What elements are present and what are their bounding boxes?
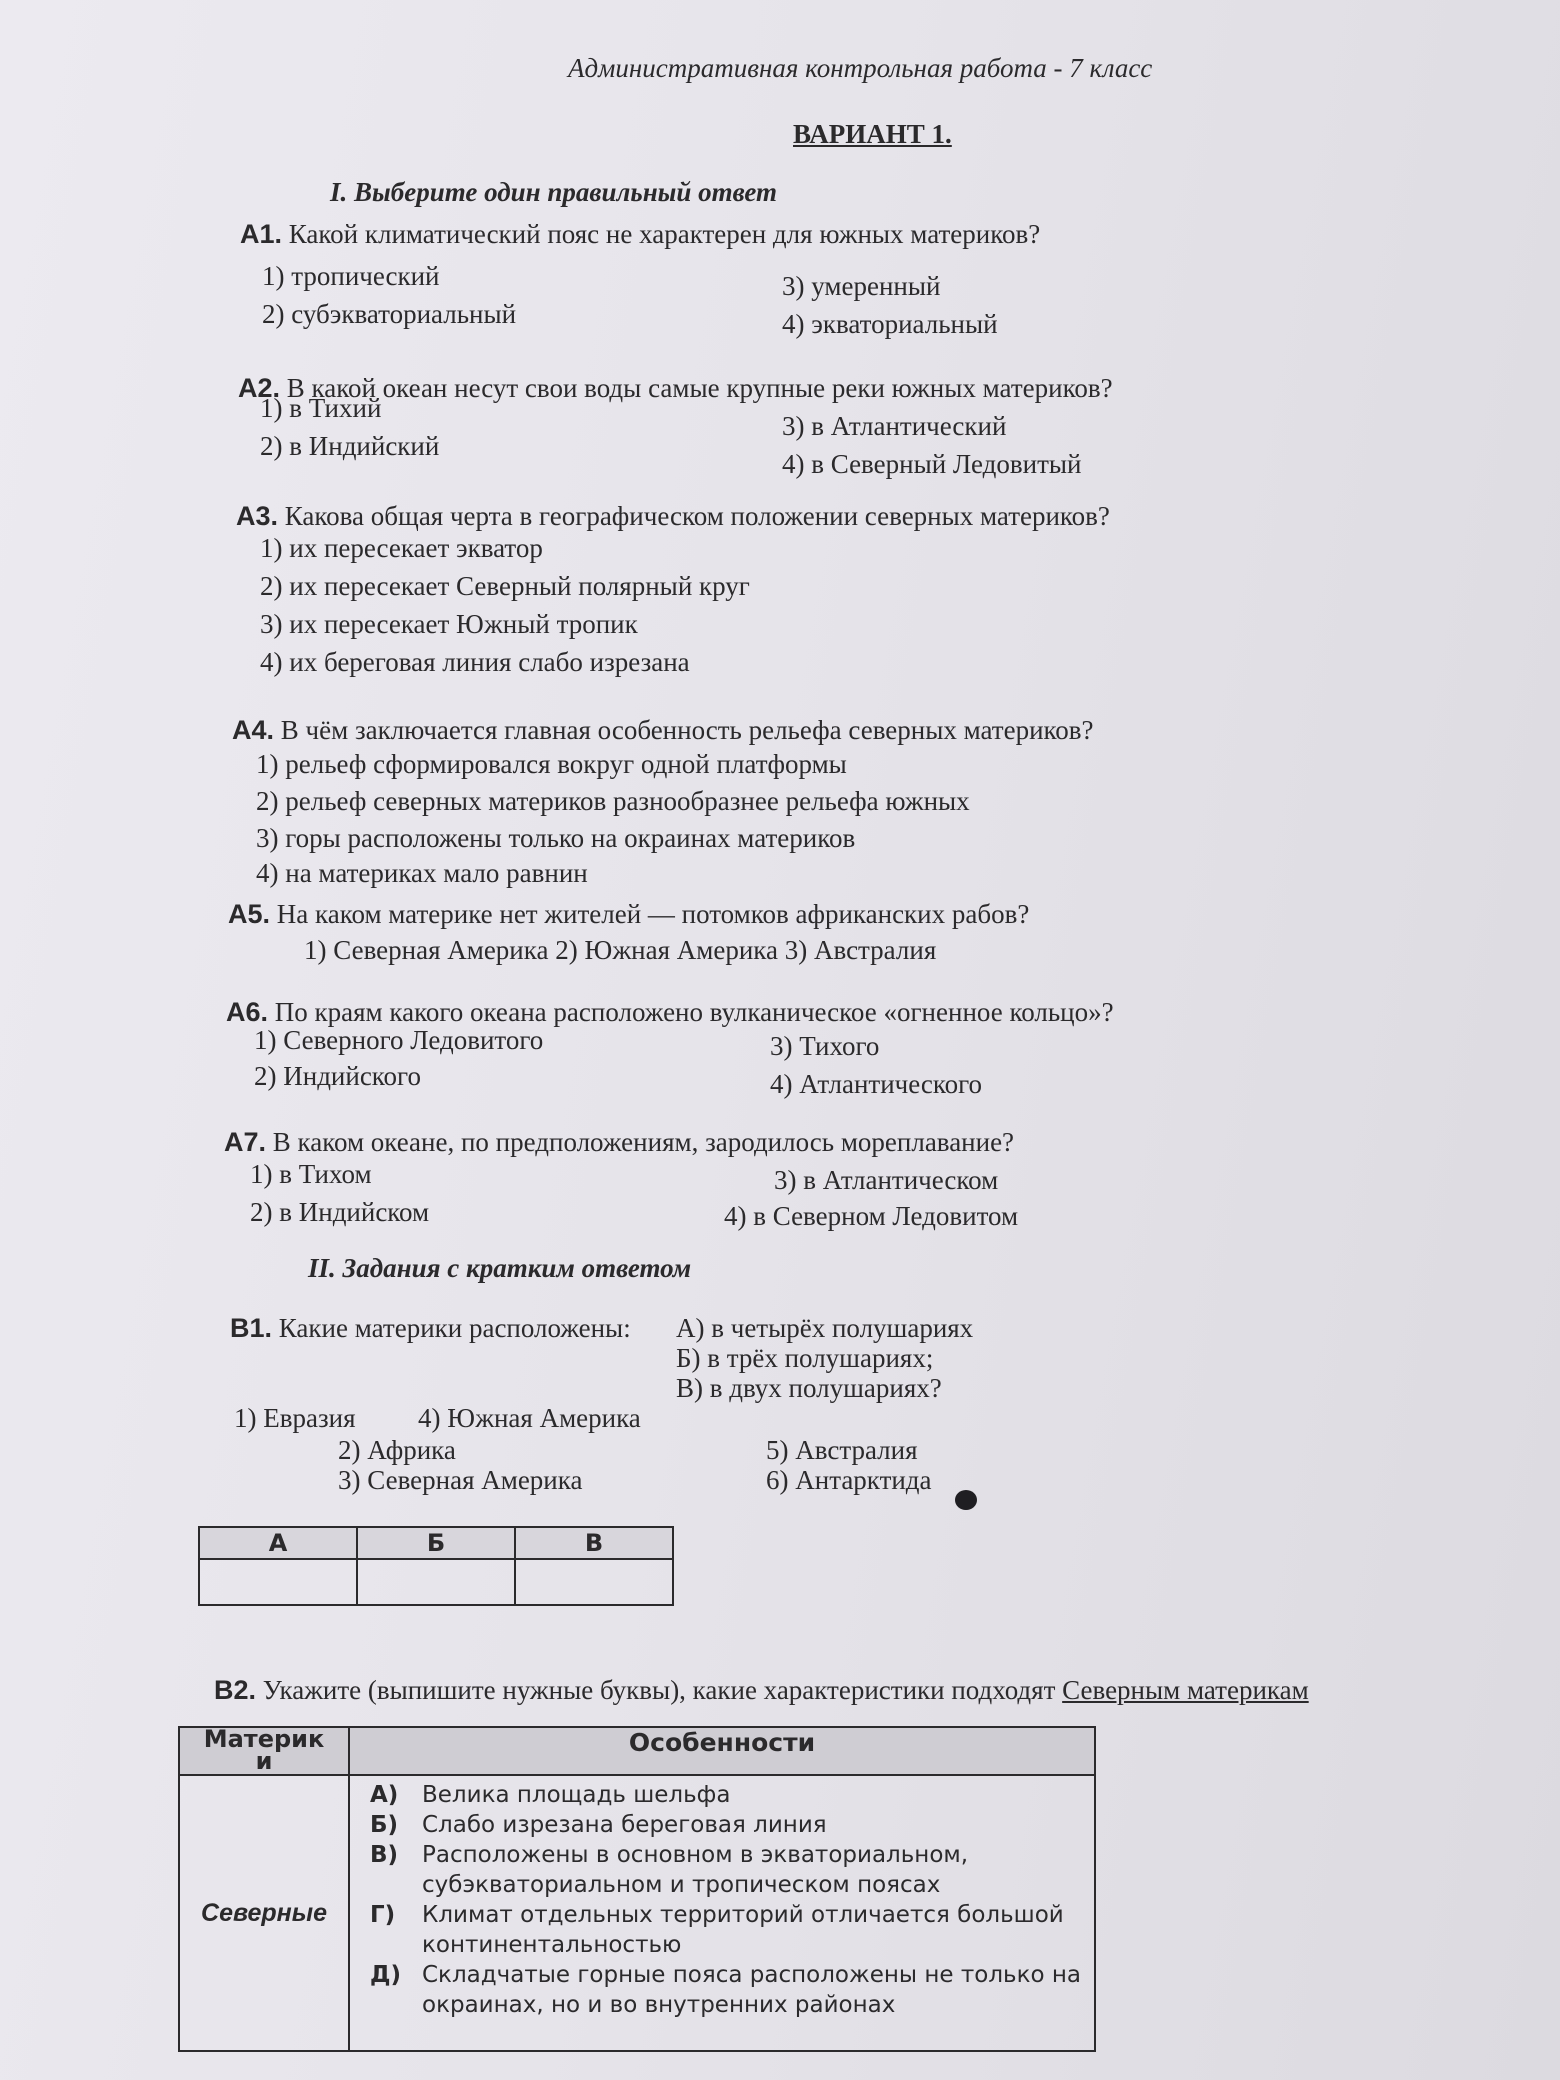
feature-text: Расположены в основном в экваториальном, субэкваториальном и тропическом поясах [422,1842,969,1898]
b1-part: В) в двух полушариях? [676,1373,942,1403]
question-text: В каком океане, по предположениям, зародилось мореплавание? [272,1127,1015,1157]
option: 3) их пересекает Южный тропик [260,609,638,639]
question-b2 [214,1674,1309,1706]
option: 4) экваториальный [782,309,998,339]
b1-option: 2) Африка [338,1435,456,1465]
question-b1 [230,1312,631,1344]
feature-text: Складчатые горные пояса расположены не только на окраинах, но и во внутренних районах [422,1962,1081,2018]
question-number: А2. [238,373,281,403]
section-1-title: I. Выберите один правильный ответ [330,177,778,207]
feature-text: Климат отдельных территорий отличается большой континентальностью [422,1902,1064,1958]
feature-item [370,1810,1088,1840]
question-a1 [240,218,1040,250]
question-number: А5. [228,899,271,929]
b2-features-table [178,1726,1096,2052]
b1-option: 5) Австралия [766,1435,918,1465]
option: 2) в Индийском [250,1197,430,1227]
feature-item [370,1960,1088,2020]
option: 3) в Атлантический [782,411,1007,441]
column-header-features: Особенности [349,1727,1095,1775]
question-a3 [236,500,1110,532]
feature-letter: В) [370,1842,399,1868]
question-a7 [224,1126,1014,1158]
answer-cell-b[interactable] [357,1559,515,1605]
option: 1) в Тихом [250,1159,372,1189]
option: 1) в Тихий [260,393,382,423]
question-number: А6. [226,997,269,1027]
question-text-underlined: Северным материкам [1062,1675,1309,1705]
option: 1) тропический [262,261,440,291]
option: 4) Атлантического [770,1069,983,1099]
b1-answer-table [198,1526,674,1606]
option: 3) умеренный [782,271,941,301]
feature-item [370,1900,1088,1960]
question-number: А3. [236,501,279,531]
page-header: Административная контрольная работа - 7 класс [568,53,1153,83]
option: 1) их пересекает экватор [260,533,543,563]
feature-text: Велика площадь шельфа [422,1782,731,1808]
features-list [349,1775,1095,2051]
question-number: В2. [214,1675,257,1705]
option: 1) Северная Америка 2) Южная Америка 3) Австралия [304,935,937,965]
feature-item [370,1840,1088,1900]
option: 4) в Северный Ледовитый [782,449,1082,479]
option: 1) рельеф сформировался вокруг одной платформы [256,749,847,779]
option: 3) Тихого [770,1031,880,1061]
b1-option: 1) Евразия [234,1403,356,1433]
feature-letter: А) [370,1782,399,1808]
feature-text: Слабо изрезана береговая линия [422,1812,827,1838]
variant-title: ВАРИАНТ 1. [793,119,952,149]
question-text: Какие материки расположены: [278,1313,631,1343]
question-number: А4. [232,715,275,745]
option: 2) в Индийский [260,431,440,461]
option: 2) их пересекает Северный полярный круг [260,571,750,601]
question-text: На каком материке нет жителей — потомков африканских рабов? [276,899,1030,929]
option: 2) рельеф северных материков разнообразнее рельефа южных [256,786,970,816]
answer-header-v: В [515,1527,673,1559]
question-text: По краям какого океана расположено вулканическое «огненное кольцо»? [274,997,1114,1027]
b1-option: 4) Южная Америка [418,1403,641,1433]
b1-part: Б) в трёх полушариях; [676,1343,934,1373]
question-text: Какой климатический пояс не характерен для южных материков? [288,219,1041,249]
answer-header-a: А [199,1527,357,1559]
question-text: Какова общая черта в географическом положении северных материков? [284,501,1110,531]
feature-letter: Б) [370,1812,399,1838]
option: 1) Северного Ледовитого [254,1025,544,1055]
b1-option: 6) Антарктида [766,1465,932,1495]
option: 2) субэкваториальный [262,299,517,329]
section-2-title: II. Задания с кратким ответом [308,1253,692,1283]
answer-header-b: Б [357,1527,515,1559]
feature-letter: Д) [370,1962,401,1988]
ink-blot [955,1490,977,1510]
question-number: А1. [240,219,283,249]
question-text: В чём заключается главная особенность рельефа северных материков? [280,715,1094,745]
option: 4) на материках мало равнин [256,858,588,888]
option: 2) Индийского [254,1061,421,1091]
question-a5 [228,898,1029,930]
row-label-northern: Северные [179,1775,349,2051]
column-header-materiki: Материк и [179,1727,349,1775]
question-a4 [232,714,1094,746]
option: 3) горы расположены только на окраинах материков [256,823,856,853]
option: 3) в Атлантическом [774,1165,999,1195]
question-text: Укажите (выпишите нужные буквы), какие характеристики подходят [262,1675,1056,1705]
question-text: В какой океан несут свои воды самые крупные реки южных материков? [286,373,1113,403]
feature-item [370,1780,1088,1810]
b1-option: 3) Северная Америка [338,1465,583,1495]
b1-part: А) в четырёх полушариях [676,1313,974,1343]
option: 4) в Северном Ледовитом [724,1201,1019,1231]
answer-cell-a[interactable] [199,1559,357,1605]
option: 4) их береговая линия слабо изрезана [260,647,690,677]
question-number: А7. [224,1127,267,1157]
answer-cell-v[interactable] [515,1559,673,1605]
question-number: В1. [230,1313,273,1343]
feature-letter: Г) [370,1902,396,1928]
